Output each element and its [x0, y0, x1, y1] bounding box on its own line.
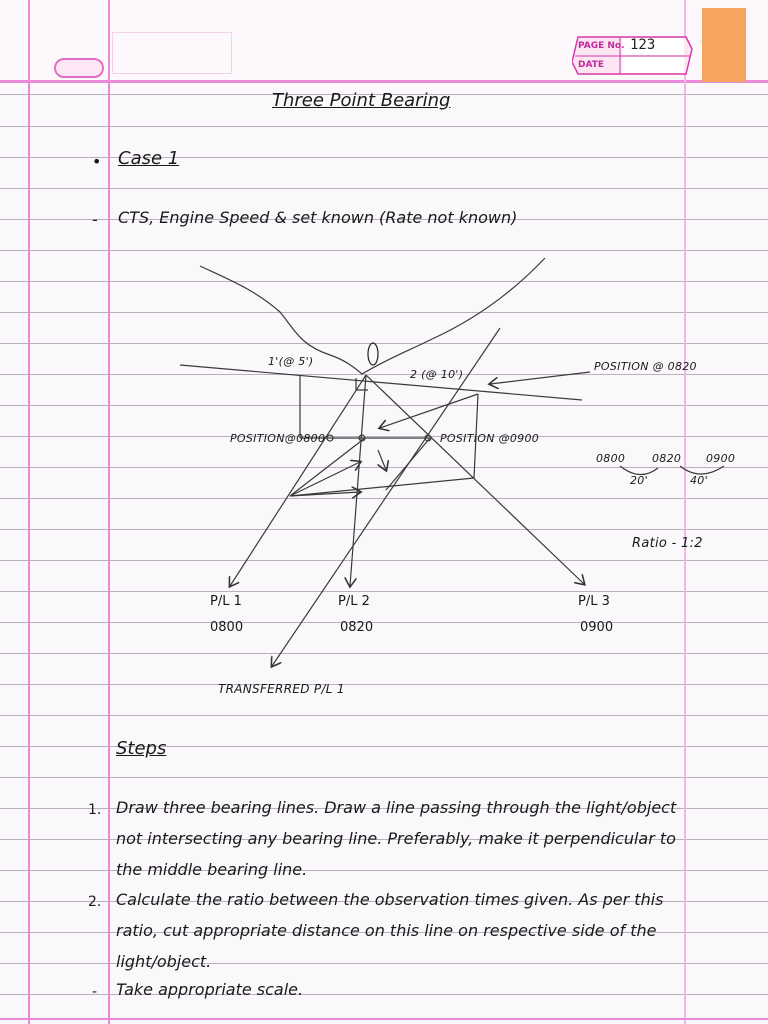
step-2-line-3: light/object.	[116, 952, 212, 971]
page-title: Three Point Bearing	[272, 90, 451, 111]
bearing-1-label: 1'(@ 5')	[268, 355, 314, 368]
pl1-time: 0800	[210, 620, 244, 635]
interval-brace-2	[680, 466, 724, 474]
pl2-label: P/L 2	[338, 594, 370, 609]
position-0820-pointer	[490, 372, 590, 384]
step-2-line-1: Calculate the ratio between the observation times given. As per this	[116, 890, 664, 909]
construction-1	[290, 438, 365, 496]
position-0820-label: POSITION @ 0820	[594, 360, 697, 373]
page-number-value: 123	[630, 37, 656, 53]
step-3-dash: -	[92, 984, 98, 1000]
step-1-line-3: the middle bearing line.	[116, 860, 308, 879]
transferred-pl1-label: TRANSFERRED P/L 1	[218, 682, 345, 696]
case-bullet: •	[92, 152, 102, 171]
interval-40: 40'	[690, 474, 708, 487]
pl3-time: 0900	[580, 620, 614, 635]
step-2-line-2: ratio, cut appropriate distance on this line on respective side of the	[116, 921, 657, 940]
time-0800: 0800	[596, 452, 626, 465]
lighthouse-icon	[368, 343, 378, 365]
ratio-label: Ratio - 1:2	[632, 536, 703, 551]
interval-20: 20'	[630, 474, 648, 487]
step-1-line-1: Draw three bearing lines. Draw a line passing through the light/object	[116, 798, 677, 817]
condition-text: CTS, Engine Speed & set known (Rate not known)	[118, 208, 518, 227]
pl2-bearing-line	[350, 375, 366, 586]
condition-dash: -	[92, 210, 98, 229]
construction-4	[386, 438, 430, 490]
pl2-time: 0820	[340, 620, 374, 635]
position-0800-label: POSITION@0800	[230, 432, 326, 445]
steps-heading: Steps	[116, 738, 167, 759]
pl3-label: P/L 3	[578, 594, 610, 609]
course-line	[290, 478, 474, 496]
transit-line	[180, 365, 582, 400]
time-0820: 0820	[652, 452, 682, 465]
step-1-number: 1.	[88, 802, 102, 818]
transferred-pl1-line	[272, 328, 500, 666]
page-no-label: PAGE No.	[578, 41, 625, 51]
time-0900: 0900	[706, 452, 736, 465]
pl1-bearing-line	[230, 375, 366, 586]
pl1-label: P/L 1	[210, 594, 242, 609]
position-0900-label: POSITION @0900	[440, 432, 540, 445]
step-3-line-1: Take appropriate scale.	[116, 980, 304, 999]
pl3-bearing-line	[366, 375, 584, 584]
step-2-number: 2.	[88, 894, 102, 910]
construction-2	[290, 462, 360, 496]
step-1-line-2: not intersecting any bearing line. Preferably, make it perpendicular to	[116, 829, 676, 848]
construction-5	[380, 394, 478, 428]
date-label: DATE	[578, 60, 605, 70]
construction-6	[378, 450, 386, 470]
case-heading: Case 1	[118, 148, 180, 169]
bearing-2-label: 2 (@ 10')	[410, 368, 464, 381]
coastline	[200, 258, 545, 374]
